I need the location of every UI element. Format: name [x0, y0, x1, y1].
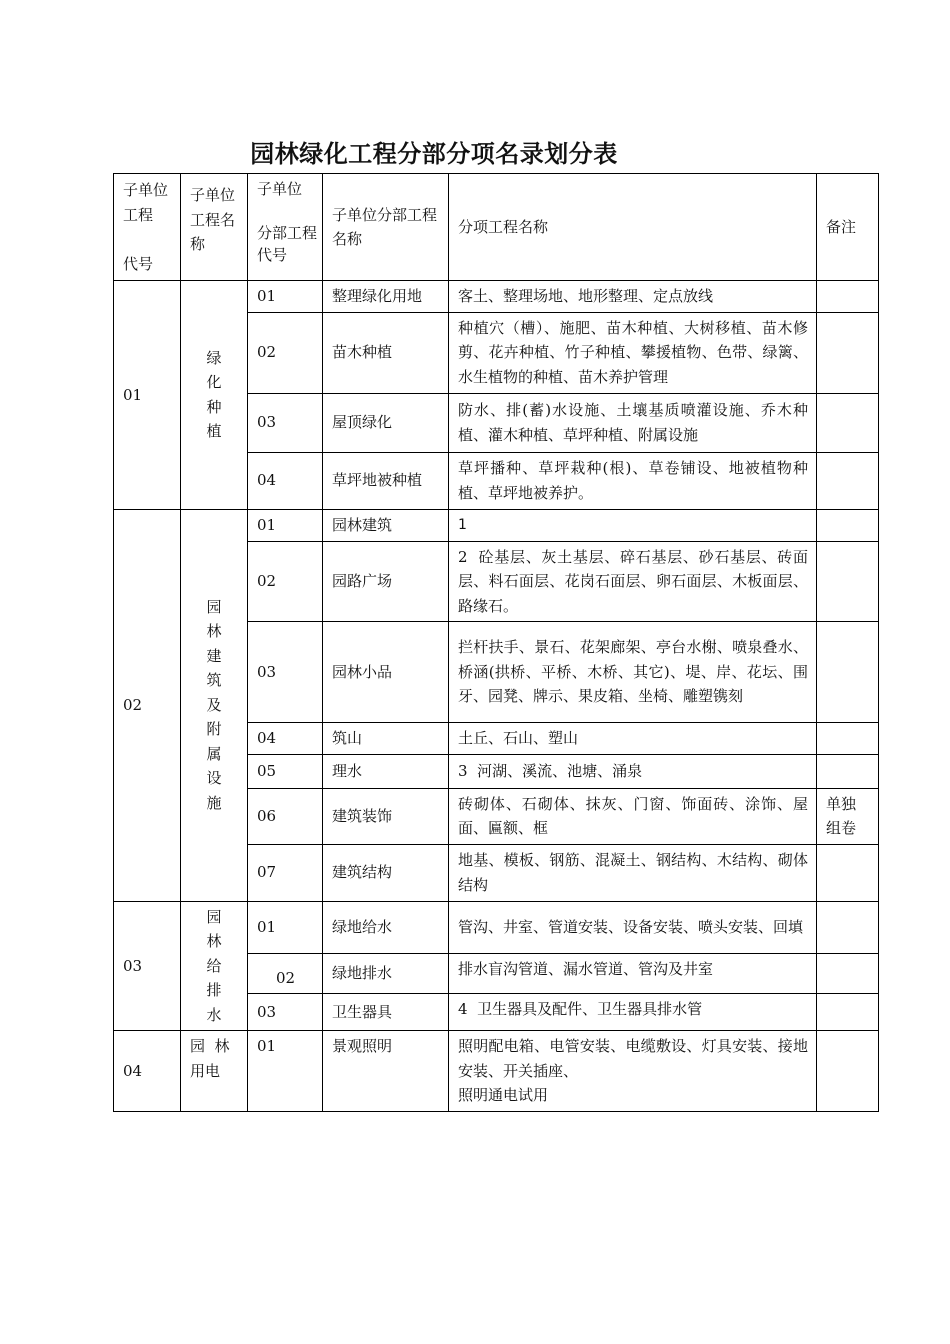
header-sub-unit-code: 子单位工程 代号 — [114, 174, 181, 281]
division-code: 03 — [248, 393, 323, 452]
header-division-code: 子单位 分部工程代号 — [248, 174, 323, 281]
item-names: 土丘、石山、塑山 — [449, 723, 817, 755]
item-names: 照明配电箱、电管安装、电缆敷设、灯具安装、接地安装、开关插座、 照明通电试用 — [449, 1031, 817, 1112]
header-row — [114, 174, 879, 281]
division-code: 03 — [248, 622, 323, 723]
remark: 单独组卷 — [817, 788, 879, 844]
header-item-names: 分项工程名称 — [449, 174, 817, 281]
division-name: 绿地排水 — [323, 953, 449, 994]
remark — [817, 452, 879, 509]
division-code: 04 — [248, 723, 323, 755]
remark — [817, 844, 879, 901]
remark — [817, 953, 879, 994]
sub-unit-code: 01 — [114, 281, 181, 510]
item-names: 1 — [449, 509, 817, 541]
remark — [817, 312, 879, 393]
item-names: 防水、排(蓄)水设施、土壤基质喷灌设施、乔木种植、灌木种植、草坪种植、附属设施 — [449, 393, 817, 452]
item-names: 客土、整理场地、地形整理、定点放线 — [449, 281, 817, 313]
remark — [817, 901, 879, 953]
item-names: 草坪播种、草坪栽种(根)、草卷铺设、地被植物种植、草坪地被养护。 — [449, 452, 817, 509]
item-names: 排水盲沟管道、漏水管道、管沟及井室 — [449, 953, 817, 994]
division-name: 筑山 — [323, 723, 449, 755]
remark — [817, 723, 879, 755]
item-names: 拦杆扶手、景石、花架廊架、亭台水榭、喷泉叠水、桥涵(拱桥、平桥、木桥、其它)、堤、岸、花坛、围牙、园凳、牌示、果皮箱、坐椅、雕塑镌刻 — [449, 622, 817, 723]
division-name: 建筑装饰 — [323, 788, 449, 844]
item-names: 种植穴（槽）、施肥、苗木种植、大树移植、苗木修剪、花卉种植、竹子种植、攀援植物、色带、绿篱、水生植物的种植、苗木养护管理 — [449, 312, 817, 393]
sub-unit-code: 02 — [114, 509, 181, 901]
page-title: 园林绿化工程分部分项名录划分表 — [250, 140, 618, 168]
division-code: 06 — [248, 788, 323, 844]
item-names: 3 河湖、溪流、池塘、涌泉 — [449, 754, 817, 788]
division-name: 整理绿化用地 — [323, 281, 449, 313]
item-names: 2 砼基层、灰土基层、碎石基层、砂石基层、砖面层、料石面层、花岗石面层、卵石面层、木板面层、路缘石。 — [449, 541, 817, 622]
division-name: 景观照明 — [323, 1031, 449, 1112]
division-code: 02 — [248, 312, 323, 393]
sub-unit-name: 绿化种植 — [181, 281, 248, 510]
table-row — [114, 1031, 879, 1112]
item-names: 砖砌体、石砌体、抹灰、门窗、饰面砖、涂饰、屋面、匾额、框 — [449, 788, 817, 844]
division-name: 园林小品 — [323, 622, 449, 723]
table-row — [114, 901, 879, 953]
remark — [817, 281, 879, 313]
item-names: 地基、模板、钢筋、混凝土、钢结构、木结构、砌体结构 — [449, 844, 817, 901]
division-name: 理水 — [323, 754, 449, 788]
item-names: 管沟、井室、管道安装、设备安装、喷头安装、回填 — [449, 901, 817, 953]
table-row — [114, 281, 879, 313]
division-name: 园林建筑 — [323, 509, 449, 541]
sub-unit-name: 园 林用电 — [181, 1031, 248, 1112]
sub-unit-name: 园林给排水 — [181, 901, 248, 1031]
remark — [817, 1031, 879, 1112]
division-name: 草坪地被种植 — [323, 452, 449, 509]
remark — [817, 622, 879, 723]
division-code: 01 — [248, 281, 323, 313]
remark — [817, 509, 879, 541]
division-code: 01 — [248, 509, 323, 541]
header-remarks: 备注 — [817, 174, 879, 281]
division-name: 屋顶绿化 — [323, 393, 449, 452]
division-code: 03 — [248, 994, 323, 1031]
division-name: 苗木种植 — [323, 312, 449, 393]
sub-unit-code: 04 — [114, 1031, 181, 1112]
division-name: 绿地给水 — [323, 901, 449, 953]
division-table — [113, 173, 879, 1112]
division-code: 04 — [248, 452, 323, 509]
sub-unit-code: 03 — [114, 901, 181, 1031]
remark — [817, 393, 879, 452]
division-code: 01 — [248, 901, 323, 953]
division-code: 02 — [248, 541, 323, 622]
remark — [817, 994, 879, 1031]
item-names: 4 卫生器具及配件、卫生器具排水管 — [449, 994, 817, 1031]
remark — [817, 541, 879, 622]
remark — [817, 754, 879, 788]
table-row — [114, 509, 879, 541]
division-code: 02 — [248, 953, 323, 994]
division-code: 07 — [248, 844, 323, 901]
header-sub-unit-name: 子单位工程名称 — [181, 174, 248, 281]
division-name: 园路广场 — [323, 541, 449, 622]
division-code: 01 — [248, 1031, 323, 1112]
division-code: 05 — [248, 754, 323, 788]
division-name: 卫生器具 — [323, 994, 449, 1031]
division-name: 建筑结构 — [323, 844, 449, 901]
header-division-name: 子单位分部工程名称 — [323, 174, 449, 281]
sub-unit-name: 园林建筑及附属设施 — [181, 509, 248, 901]
